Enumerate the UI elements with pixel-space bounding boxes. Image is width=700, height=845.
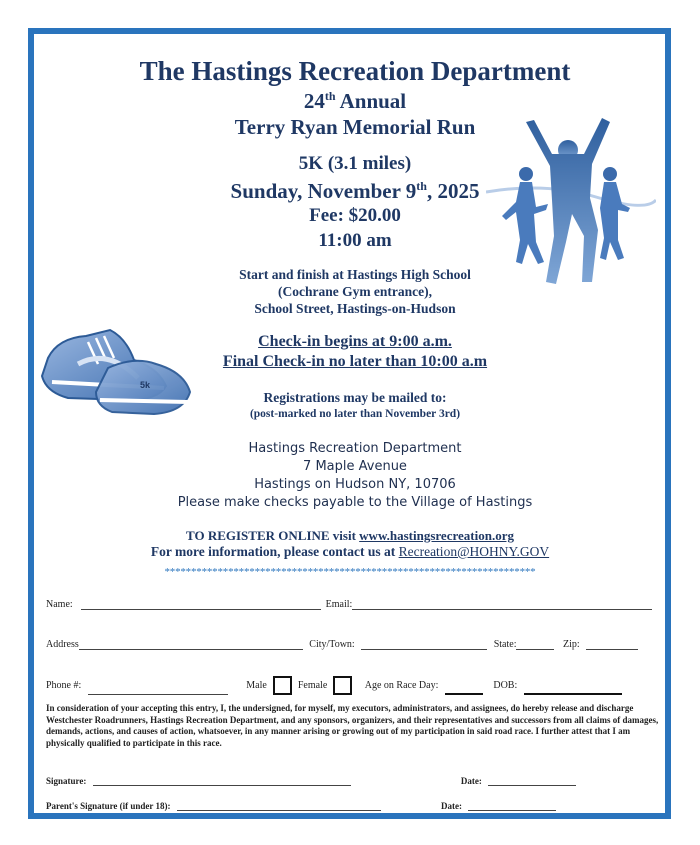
phone-field[interactable] (88, 683, 228, 695)
signature-label: Signature: (46, 776, 87, 786)
address-line: 7 Maple Avenue (303, 459, 407, 474)
checkin-final: Final Check-in no later than 10:00 a.m (222, 353, 488, 370)
parent-date-label: Date: (441, 801, 463, 811)
liability-waiver: In consideration of your accepting this entry, I, the undersigned, for myself, my executors, administrators, and assignees, do hereby release and discharge Westchester Roadrunners, Hastings Recreation Department, and any sponsors, organizers, and their representatives and successors from all claims of damages, demands, actions, and causes of action, whatsoever, in any manner arising or growing out of my participation in said road race. I further attest that I am physically qualified to participate in this race. (46, 703, 659, 748)
age-label: Age on Race Day: (364, 679, 439, 691)
contact-info: For more information, please contact us at Recreation@HOHNY.GOV (150, 544, 550, 559)
address-line: Hastings Recreation Department (248, 441, 462, 456)
mail-deadline: (post-marked no later than November 3rd) (249, 408, 461, 420)
city-field[interactable] (361, 638, 487, 650)
checks-payable: Please make checks payable to the Village of Hastings (177, 495, 533, 510)
parent-signature-row (46, 799, 556, 811)
location-line: (Cochrane Gym entrance), (277, 284, 433, 299)
age-field[interactable] (445, 682, 483, 695)
running-shoes-icon (38, 308, 194, 423)
race-fee: Fee: $20.00 (309, 205, 401, 226)
address-field[interactable] (79, 638, 303, 650)
runners-icon (486, 112, 656, 292)
register-url-link[interactable]: www.hastingsrecreation.org (359, 528, 514, 543)
male-checkbox[interactable] (273, 676, 292, 695)
address-row (46, 638, 638, 650)
annual-heading: 24th Annual (303, 89, 407, 113)
phone-label: Phone #: (46, 679, 82, 691)
email-field[interactable] (352, 598, 652, 610)
contact-email-link[interactable]: Recreation@HOHNY.GOV (398, 544, 550, 559)
parent-date-field[interactable] (468, 799, 556, 811)
name-field[interactable] (81, 598, 321, 610)
race-distance: 5K (3.1 miles) (298, 153, 412, 174)
female-label: Female (297, 679, 328, 691)
star-divider: ********************************************************************** (164, 566, 536, 578)
name-email-row (46, 598, 652, 610)
location-line: School Street, Hastings-on-Hudson (254, 301, 456, 316)
run-name: Terry Ryan Memorial Run (234, 115, 476, 139)
address-label: Address (46, 639, 79, 650)
signature-row (46, 774, 576, 786)
address-line: Hastings on Hudson NY, 10706 (254, 477, 456, 492)
female-checkbox[interactable] (333, 676, 352, 695)
name-label: Name: (46, 599, 73, 610)
zip-label: Zip: (562, 639, 580, 650)
state-label: State: (493, 639, 517, 650)
race-date: Sunday, November 9th, 2025 (230, 179, 480, 203)
dob-label: DOB: (493, 679, 518, 691)
male-label: Male (246, 679, 267, 691)
date-label: Date: (460, 776, 482, 786)
date-field[interactable] (488, 774, 576, 786)
department-title: The Hastings Recreation Department (139, 56, 571, 86)
email-label: Email: (325, 599, 353, 610)
signature-field[interactable] (93, 774, 351, 786)
parent-signature-label: Parent's Signature (if under 18): (46, 801, 171, 811)
phone-row (46, 676, 622, 695)
svg-text:5k: 5k (140, 380, 151, 390)
checkin-start: Check-in begins at 9:00 a.m. (258, 333, 452, 350)
location-line: Start and finish at Hastings High School (239, 267, 471, 282)
dob-field[interactable] (524, 682, 622, 695)
parent-signature-field[interactable] (177, 799, 381, 811)
zip-field[interactable] (586, 638, 638, 650)
city-label: City/Town: (309, 639, 355, 650)
mailing-address (70, 440, 640, 512)
state-field[interactable] (516, 638, 554, 650)
mail-heading: Registrations may be mailed to: (263, 390, 447, 405)
race-time: 11:00 am (318, 230, 392, 251)
register-online: TO REGISTER ONLINE visit www.hastingsrecreation.org (186, 528, 514, 543)
